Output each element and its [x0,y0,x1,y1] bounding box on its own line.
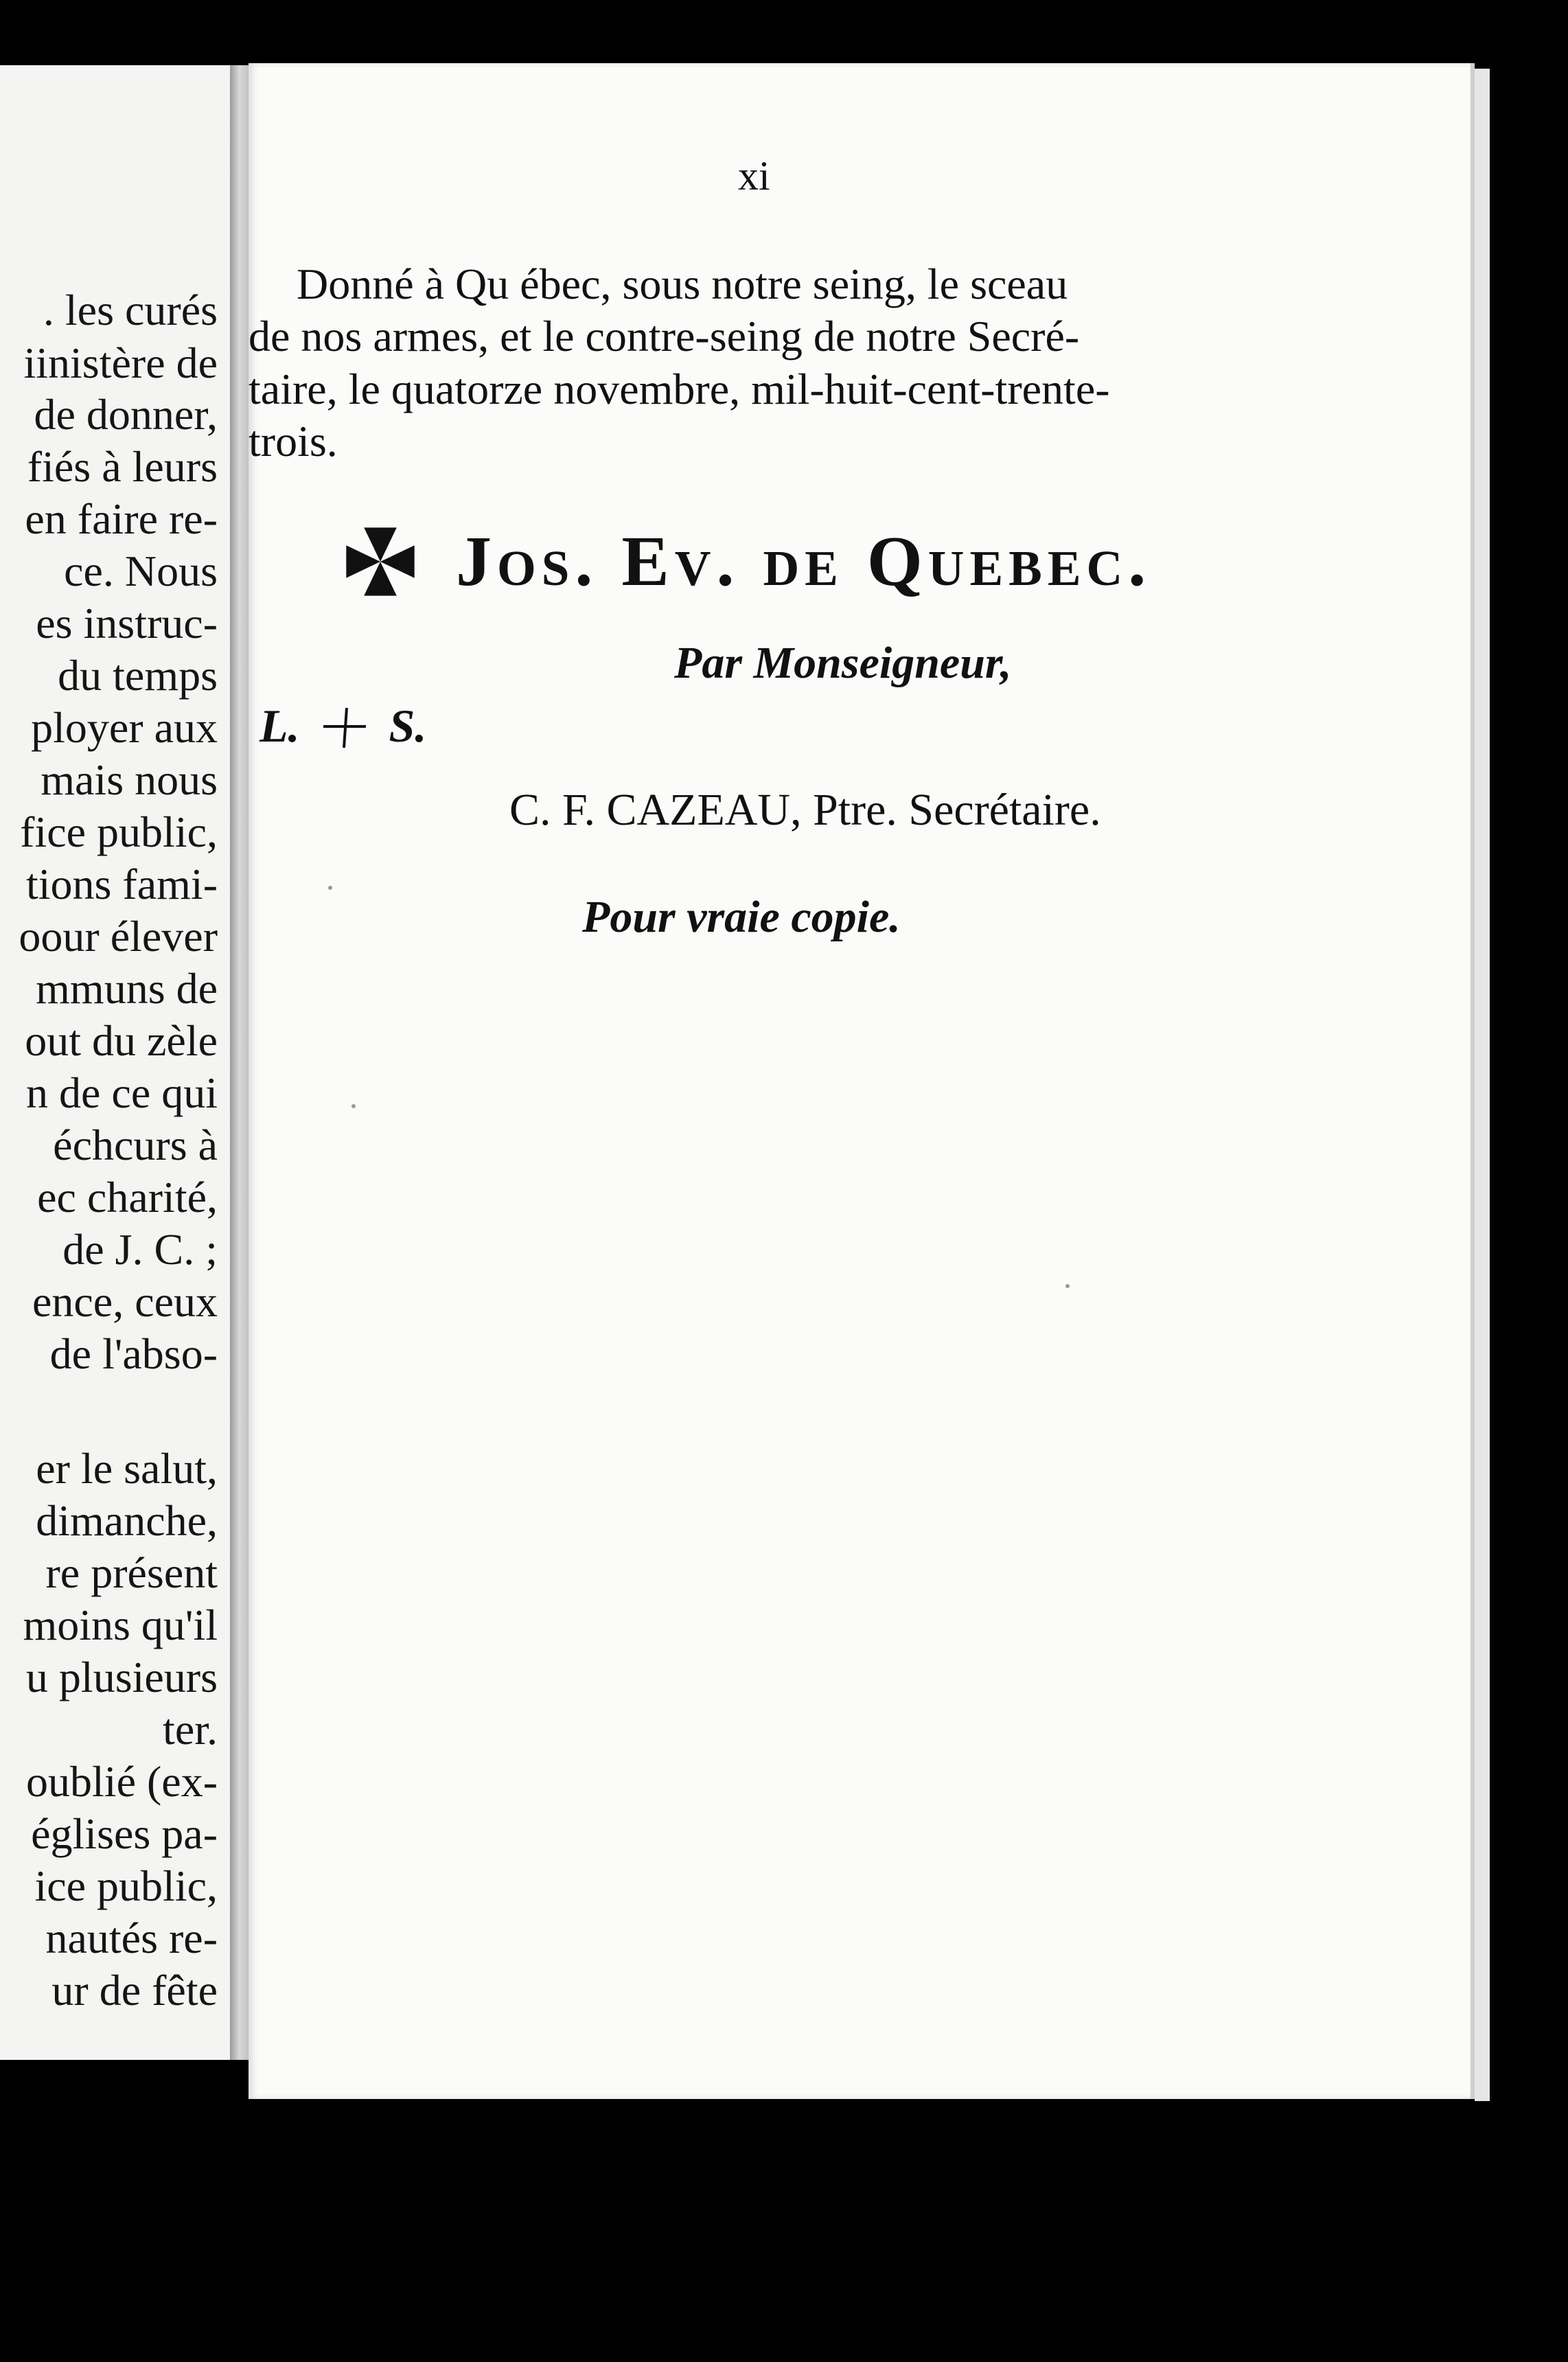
scan-speck [328,886,332,890]
book-gutter [230,65,251,2060]
seal-mark [260,699,426,753]
left-page-line: ter. [163,1705,218,1754]
seal-s: S. [389,700,427,752]
left-page-line: iinistère de [23,339,218,387]
left-page-line: n de ce qui [26,1068,218,1117]
scan-speck [351,1104,356,1108]
left-page-line: de donner, [34,390,218,439]
paragraph-line: taire, le quatorze novembre, mil-huit-cent-trente- [249,365,1110,413]
left-page-line: . les curés [43,286,218,334]
left-page-line: ec charité, [37,1173,218,1222]
paragraph-line: de nos armes, et le contre-seing de notre Secré- [249,312,1080,360]
left-page-line: mmuns de [36,964,218,1013]
left-page-line: fice public, [20,807,218,856]
left-page-line: oour élever [19,912,218,961]
left-page-line: es instruc- [36,599,218,647]
page-number: xi [738,153,770,198]
left-page-line: oublié (ex- [26,1757,218,1806]
bishop-signature [343,520,1151,602]
left-page-line: en faire re- [25,494,218,543]
left-page-line: u plusieurs [25,1653,218,1701]
left-page-line: er le salut, [36,1444,218,1493]
maltese-cross-icon [343,525,417,599]
left-page-line: ice public, [34,1861,218,1910]
signature-text: Jos. Ev. de Quebec. [456,522,1152,601]
left-page-line: out du zèle [25,1016,218,1065]
left-page-line: églises pa- [31,1809,218,1858]
left-page-line: du temps [58,651,218,700]
left-page-line: tions fami- [25,860,218,908]
scan-speck [1065,1284,1070,1288]
left-page-line: mais nous [41,755,218,804]
left-page-line: de l'abso- [49,1329,218,1378]
left-page-line: ce. Nous [64,547,218,595]
cross-plus-icon [321,702,369,750]
previous-page [0,65,230,2060]
left-page-line: dimanche, [36,1496,218,1545]
left-page-line: ployer aux [31,703,218,752]
paragraph-line: Donné à Qu ébec, sous notre seing, le sceau [297,260,1068,308]
seal-l: L. [260,700,300,752]
paragraph-line: trois. [249,417,338,466]
left-page-line: échcurs à [53,1121,218,1169]
left-page-line: ur de fête [51,1966,218,2015]
page-edge [1475,69,1490,2101]
pour-vraie-copie: Pour vraie copie. [582,892,901,942]
left-page-line: ence, ceux [32,1277,218,1326]
left-page-line: re présent [45,1548,218,1597]
par-monseigneur: Par Monseigneur, [674,638,1012,688]
left-page-line: nautés re- [45,1914,218,1962]
left-page-line: moins qu'il [23,1601,218,1649]
left-page-line: de J. C. ; [62,1225,218,1274]
left-page-line: fiés à leurs [27,442,218,491]
secretary-signature: C. F. CAZEAU, Ptre. Secrétaire. [509,785,1101,835]
